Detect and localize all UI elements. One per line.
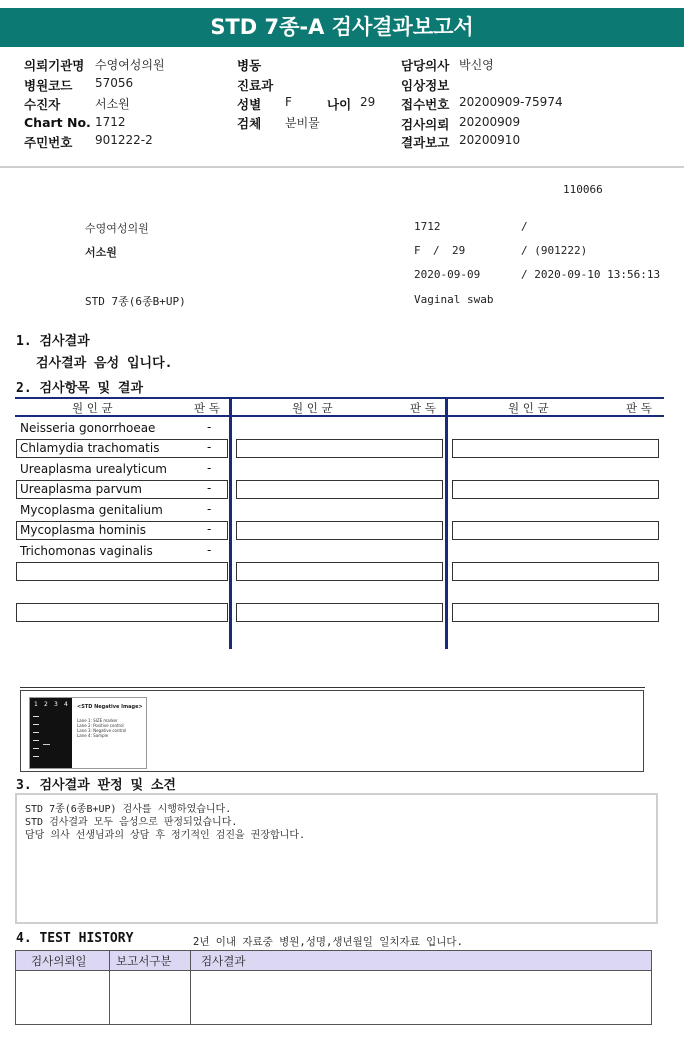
header-result-1: 판 독 (194, 401, 220, 415)
section4-title: 4. TEST HISTORY (16, 931, 134, 946)
chart-label: Chart No. (24, 115, 91, 130)
section3-title: 3. 검사결과 판정 및 소견 (16, 778, 176, 793)
title-banner (0, 8, 684, 47)
ward-label: 병동 (237, 58, 262, 73)
id-label: 주민번호 (24, 135, 73, 150)
table-top-rule (15, 397, 664, 399)
header-organism-1: 원 인 균 (72, 401, 113, 415)
row-box (452, 603, 659, 622)
hospital-value: 수영여성의원 (95, 58, 165, 72)
lane-number: 3 (54, 701, 58, 708)
organism-name: Ureaplasma parvum (20, 482, 142, 496)
header-organism-2: 원 인 균 (292, 401, 333, 415)
row-box (236, 480, 443, 499)
history-header-row (16, 951, 651, 971)
age-value: 29 (360, 95, 376, 109)
marker-band (33, 748, 39, 749)
row-box (452, 521, 659, 540)
lane-number: 1 (34, 701, 38, 708)
report-datetime: / 2020-09-10 13:56:13 (521, 268, 661, 281)
organism-name: Mycoplasma hominis (20, 523, 146, 537)
image-section-rule (20, 687, 645, 688)
section1-title: 1. 검사결과 (16, 334, 90, 349)
row-box (236, 439, 443, 458)
marker-band (33, 740, 39, 741)
row-box (452, 439, 659, 458)
row-box (236, 562, 443, 581)
chart-value: 1712 (95, 115, 126, 129)
patient-sex-age-slash: / (433, 244, 440, 257)
positive-band (43, 744, 50, 745)
patient-hospital: 수영여성의원 (85, 222, 149, 235)
clinical-label: 임상정보 (401, 78, 450, 93)
marker-band (33, 756, 39, 757)
opinion-line: 담당 의사 선생님과의 상담 후 정기적인 검진을 권장합니다. (25, 830, 306, 841)
test-name: STD 7종(6종B+UP) (85, 295, 186, 308)
patient-label: 수진자 (24, 97, 61, 112)
patient-slash: / (521, 220, 528, 233)
patient-id-part: / (901222) (521, 244, 588, 257)
section2-title: 2. 검사항목 및 결과 (16, 381, 144, 396)
marker-band (33, 732, 39, 733)
history-note: 2년 이내 자료중 병원,성명,생년월일 일치자료 입니다. (193, 936, 463, 948)
gel-image-box (20, 690, 644, 772)
specimen-type: Vaginal swab (414, 293, 494, 306)
history-col-date: 검사의뢰일 (31, 954, 87, 968)
header-result-2: 판 독 (410, 401, 436, 415)
age-label: 나이 (327, 97, 352, 112)
row-box (236, 603, 443, 622)
organism-result: - (207, 461, 212, 475)
row-box (16, 562, 228, 581)
gel-legend: Lane 1: SIZE marker (77, 718, 118, 723)
row-box (16, 603, 228, 622)
request-value: 20200909 (459, 115, 521, 129)
history-table (15, 950, 652, 1025)
organism-name: Trichomonas vaginalis (20, 544, 153, 558)
document-number: 110066 (563, 183, 603, 196)
opinion-line: STD 검사결과 모두 음성으로 판정되었습니다. (25, 817, 238, 828)
code-label: 병원코드 (24, 78, 73, 93)
lane-number: 4 (64, 701, 68, 708)
report-label: 결과보고 (401, 135, 450, 150)
column-divider-1 (229, 397, 232, 649)
history-col-result: 검사결과 (201, 954, 246, 968)
row-box (452, 480, 659, 499)
report-value: 20200910 (459, 133, 521, 147)
hospital-label: 의뢰기관명 (24, 58, 85, 73)
receipt-label: 접수번호 (401, 97, 450, 112)
sex-value: F (285, 95, 292, 109)
sex-label: 성별 (237, 97, 262, 112)
organism-name: Chlamydia trachomatis (20, 441, 160, 455)
organism-name: Neisseria gonorrhoeae (20, 421, 156, 435)
opinion-line: STD 7종(6종B+UP) 검사를 시행하였습니다. (25, 804, 232, 815)
patient-name: 서소원 (85, 246, 117, 259)
specimen-label: 검체 (237, 116, 262, 131)
marker-band (33, 716, 39, 717)
lane-number: 2 (44, 701, 48, 708)
dept-label: 진료과 (237, 78, 274, 93)
history-column-divider (109, 951, 110, 1024)
history-col-type: 보고서구분 (116, 954, 172, 968)
request-date: 2020-09-09 (414, 268, 481, 281)
specimen-value: 분비물 (285, 116, 320, 130)
organism-name: Ureaplasma urealyticum (20, 462, 167, 476)
patient-age: 29 (452, 244, 466, 257)
organism-result: - (207, 440, 212, 454)
receipt-value: 20200909-75974 (459, 95, 563, 109)
gel-legend: Lane 2: Positive control (77, 723, 124, 728)
history-column-divider (190, 951, 191, 1024)
patient-chart: 1712 (414, 220, 441, 233)
gel-legend: Lane 4: Sample (77, 733, 109, 738)
gel-legend: Lane 3: Negative control (77, 728, 127, 733)
header-result-3: 판 독 (626, 401, 652, 415)
organism-result: - (207, 420, 212, 434)
organism-result: - (207, 502, 212, 516)
result-summary: 검사결과 음성 입니다. (36, 356, 173, 371)
column-divider-2 (445, 397, 448, 649)
opinion-box (15, 793, 658, 924)
gel-electrophoresis-image (30, 698, 72, 768)
organism-result: - (207, 481, 212, 495)
row-box (236, 521, 443, 540)
marker-band (33, 724, 39, 725)
row-box (452, 562, 659, 581)
organism-result: - (207, 543, 212, 557)
organism-result: - (207, 522, 212, 536)
patient-sex: F (414, 244, 421, 257)
patient-value: 서소원 (95, 97, 130, 111)
gel-panel (29, 697, 147, 769)
doctor-value: 박신영 (459, 58, 494, 72)
gel-title: <STD Negative Image> (77, 704, 143, 710)
request-label: 검사의뢰 (401, 117, 450, 132)
organism-name: Mycoplasma genitalium (20, 503, 163, 517)
header-info (0, 48, 684, 168)
code-value: 57056 (95, 76, 134, 90)
header-organism-3: 원 인 균 (508, 401, 549, 415)
id-value: 901222-2 (95, 133, 153, 147)
report-title: STD 7종-A 검사결과보고서 (210, 15, 474, 39)
doctor-label: 담당의사 (401, 58, 450, 73)
